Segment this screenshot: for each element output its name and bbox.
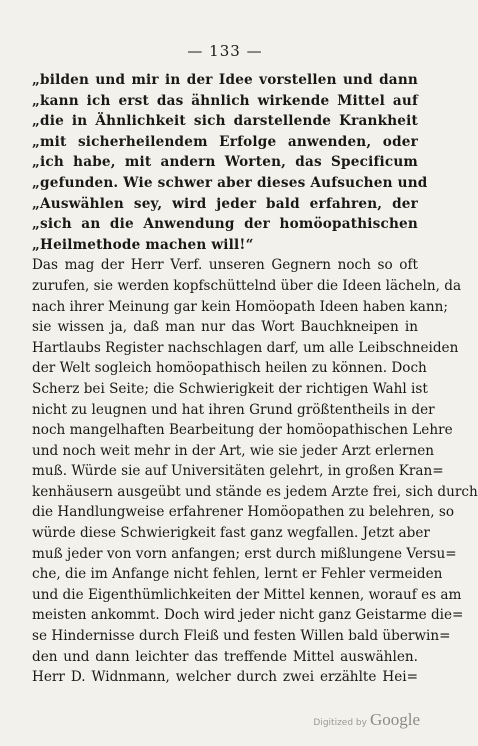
- text-line: kenhäusern ausgeübt und stände es jedem Arzte frei, sich durch: [32, 483, 478, 500]
- body-text: [32, 70, 478, 688]
- text-line: „mit sicherheilendem Erfolge anwenden, oder: [32, 133, 418, 150]
- text-line: che, die im Anfange nicht fehlen, lernt er Fehler vermeiden: [32, 566, 443, 583]
- text-line: „sich an die Anwendung der homöopathischen: [32, 216, 418, 233]
- text-line: nicht zu leugnen und hat ihren Grund größtentheils in der: [32, 401, 435, 418]
- text-line: Hartlaubs Register nachschlagen darf, um alle Leibschneiden: [32, 339, 459, 356]
- text-line: Herr D. Widnmann, welcher durch zwei erzählte Hei=: [32, 669, 418, 686]
- text-line: „kann ich erst das ähnlich wirkende Mittel auf: [32, 92, 418, 109]
- text-line: „Auswählen sey, wird jeder bald erfahren, der: [32, 195, 418, 212]
- text-line: muß. Würde sie auf Universitäten gelehrt, in großen Kran=: [32, 463, 444, 480]
- text-line: „Heilmethode machen will!“: [32, 236, 254, 253]
- watermark-prefix: Digitized by: [313, 718, 367, 728]
- text-line: würde diese Schwierigkeit fast ganz wegfallen. Jetzt aber: [32, 525, 430, 542]
- text-line: der Welt sogleich homöopathisch heilen zu können. Doch: [32, 360, 427, 377]
- text-line: „ich habe, mit andern Worten, das Specificum: [32, 154, 418, 171]
- text-line: se Hindernisse durch Fleiß und festen Willen bald überwin=: [32, 628, 451, 645]
- text-line: Scherz bei Seite; die Schwierigkeit der richtigen Wahl ist: [32, 380, 428, 397]
- watermark-brand: Google: [369, 710, 420, 729]
- text-line: und noch weit mehr in der Art, wie sie jeder Arzt erlernen: [32, 442, 435, 459]
- text-line: den und dann leichter das treffende Mittel auswählen.: [32, 648, 418, 665]
- text-line: Das mag der Herr Verf. unseren Gegnern noch so oft: [32, 257, 418, 274]
- text-line: „gefunden. Wie schwer aber dieses Aufsuchen und: [32, 174, 428, 191]
- text-line: die Handlungweise erfahrener Homöopathen zu belehren, so: [32, 504, 455, 521]
- page-number: — 133 —: [187, 42, 263, 60]
- text-line: „die in Ähnlichkeit sich darstellende Krankheit: [32, 113, 418, 130]
- text-line: zurufen, sie werden kopfschüttelnd über die Ideen lächeln, da: [32, 277, 462, 294]
- text-line: „bilden und mir in der Idee vorstellen und dann: [32, 72, 418, 88]
- text-line: und die Eigenthümlichkeiten der Mittel kennen, worauf es am: [32, 586, 462, 603]
- digitized-watermark: [313, 710, 420, 730]
- text-line: sie wissen ja, daß man nur das Wort Bauchkneipen in: [32, 319, 418, 336]
- text-line: muß jeder von vorn anfangen; erst durch mißlungene Versu=: [32, 545, 457, 562]
- text-line: nach ihrer Meinung gar kein Homöopath Ideen haben kann;: [32, 298, 448, 315]
- text-line: meisten ankommt. Doch wird jeder nicht ganz Geistarme die=: [32, 607, 464, 624]
- text-line: noch mangelhaften Bearbeitung der homöopathischen Lehre: [32, 422, 453, 439]
